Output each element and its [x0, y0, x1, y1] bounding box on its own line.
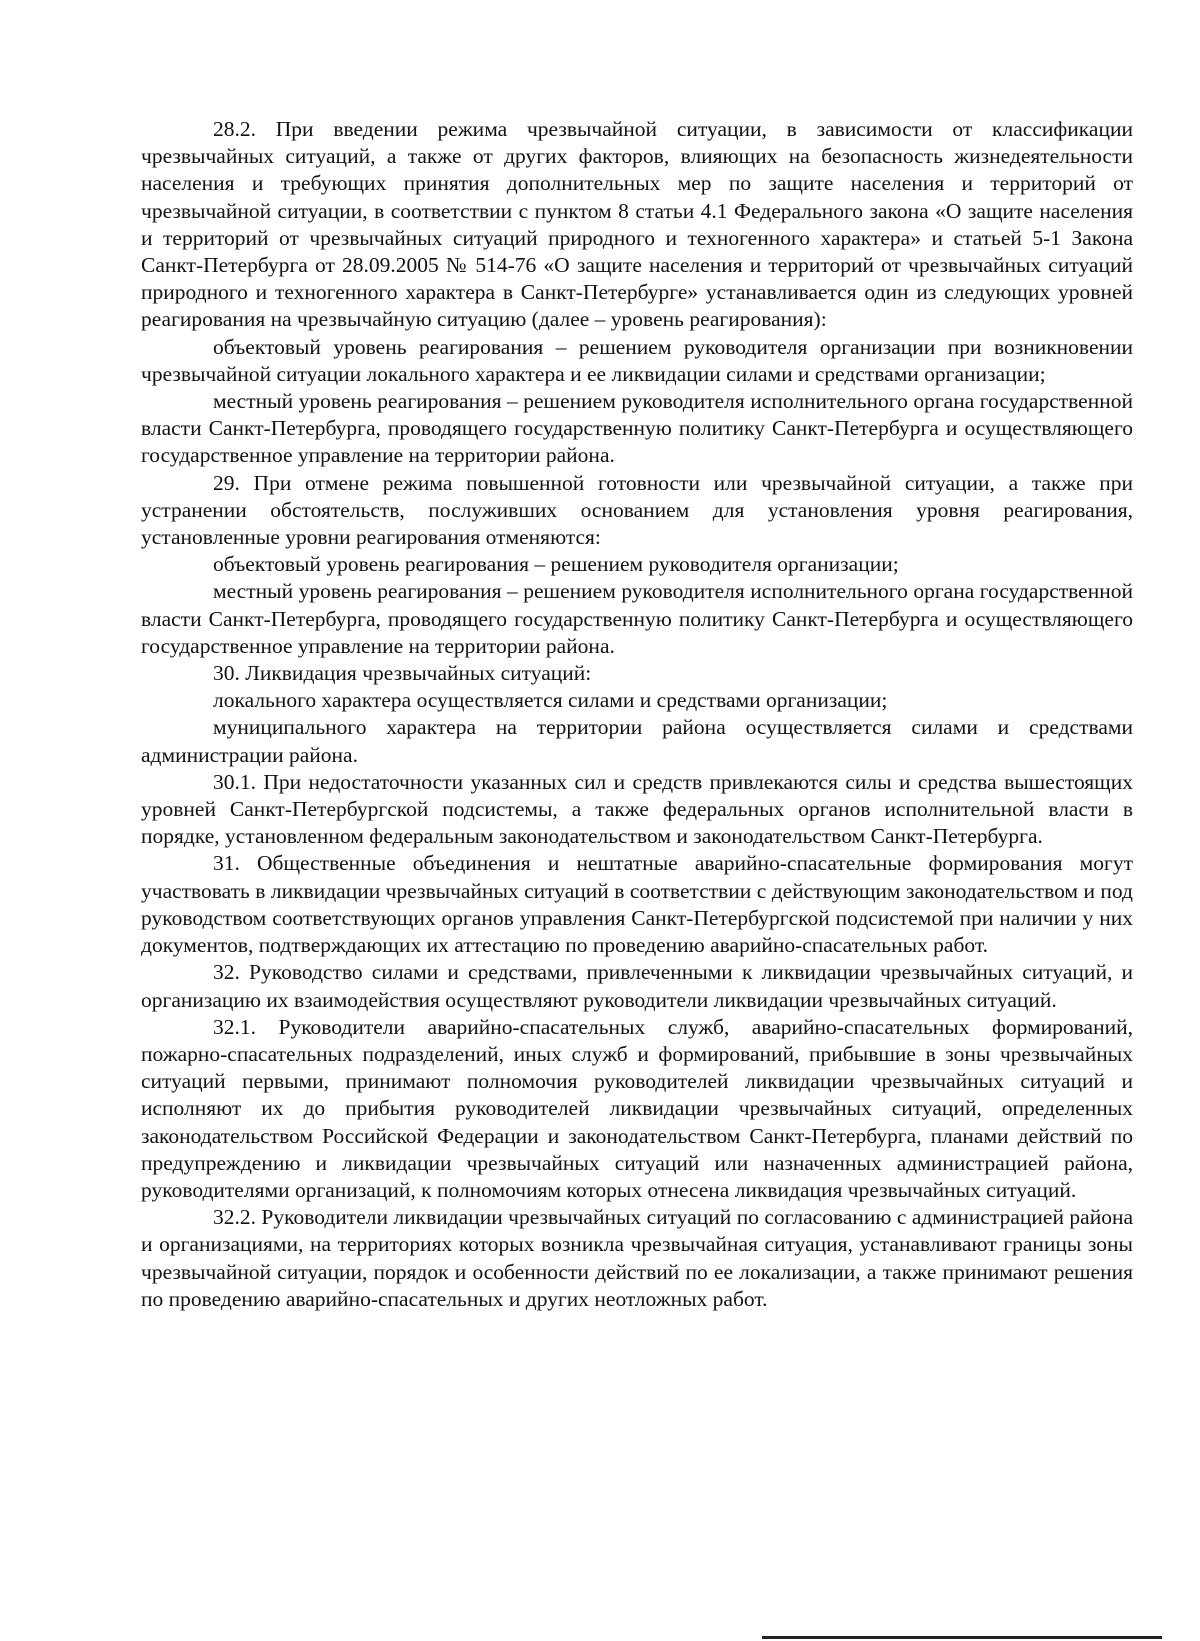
paragraph-28-2: 28.2. При введении режима чрезвычайной ситуации, в зависимости от классификации чрезвычайных ситуаций, а также от других факторов, влияющих на безопасность жизнедеятельности населения и требующих принятия дополнительных мер по защите населения и территорий от чрезвычайной ситуации, в соответствии с пунктом 8 статьи 4.1 Федерального закона «О защите населения и территорий от чрезвычайных ситуаций природного и техногенного характера» и статьей 5-1 Закона Санкт-Петербурга от 28.09.2005 № 514-76 «О защите населения и территорий от чрезвычайных ситуаций природного и техногенного характера в Санкт-Петербурге» устанавливается один из следующих уровней реагирования на чрезвычайную ситуацию (далее – уровень реагирования):: [141, 117, 1133, 332]
paragraph-32-1: 32.1. Руководители аварийно-спасательных служб, аварийно-спасательных формирований, пожарно-спасательных подразделений, иных служб и формирований, прибывшие в зоны чрезвычайных ситуаций первыми, принимают полномочия руководителей ликвидации чрезвычайных ситуаций и исполняют их до прибытия руководителей ликвидации чрезвычайных ситуаций, определенных законодательством Российской Федерации и законодательством Санкт-Петербурга, планами действий по предупреждению и ликвидации чрезвычайных ситуаций или назначенных администрацией района, руководителями организаций, к полномочиям которых отнесена ликвидация чрезвычайных ситуаций.: [141, 1014, 1133, 1202]
document-body: [141, 116, 1133, 1313]
paragraph-local-level-cancel: местный уровень реагирования – решением руководителя исполнительного органа государственной власти Санкт-Петербурга, проводящего государственную политику Санкт-Петербурга и осуществляющего государственное управление на территории района.: [141, 579, 1133, 658]
paragraph-object-level: объектовый уровень реагирования – решением руководителя организации при возникновении чрезвычайной ситуации локального характера и ее ликвидации силами и средствами организации;: [141, 334, 1133, 386]
paragraph-32-2: 32.2. Руководители ликвидации чрезвычайных ситуаций по согласованию с администрацией района и организациями, на территориях которых возникла чрезвычайная ситуация, устанавливают границы зоны чрезвычайной ситуации, порядок и особенности действий по ее локализации, а также принимают решения по проведению аварийно-спасательных и других неотложных работ.: [141, 1205, 1133, 1311]
paragraph-30-1: 30.1. При недостаточности указанных сил и средств привлекаются силы и средства вышестоящих уровней Санкт-Петербургской подсистемы, а также федеральных органов исполнительной власти в порядке, установленном федеральным законодательством и законодательством Санкт-Петербурга.: [141, 769, 1133, 849]
paragraph-local-character: локального характера осуществляется силами и средствами организации;: [213, 688, 888, 713]
footer-rule: [762, 1636, 1162, 1639]
paragraph-31: 31. Общественные объединения и нештатные аварийно-спасательные формирования могут участвовать в ликвидации чрезвычайных ситуаций в соответствии с действующим законодательством и под руководством соответствующих органов управления Санкт-Петербургской подсистемой при наличии у них документов, подтверждающих их аттестацию по проведению аварийно-спасательных работ.: [141, 851, 1133, 958]
paragraph-object-level-cancel: объектовый уровень реагирования – решением руководителя организации;: [213, 552, 899, 577]
paragraph-29: 29. При отмене режима повышенной готовности или чрезвычайной ситуации, а также при устранении обстоятельств, послуживших основанием для установления уровня реагирования, установленные уровни реагирования отменяются:: [141, 470, 1133, 550]
paragraph-32: 32. Руководство силами и средствами, привлеченными к ликвидации чрезвычайных ситуаций, и организацию их взаимодействия осуществляют руководители ликвидации чрезвычайных ситуаций.: [141, 960, 1133, 1012]
paragraph-30: 30. Ликвидация чрезвычайных ситуаций:: [213, 661, 592, 686]
paragraph-local-level: местный уровень реагирования – решением руководителя исполнительного органа государственной власти Санкт-Петербурга, проводящего государственную политику Санкт-Петербурга и осуществляющего государственное управление на территории района.: [141, 389, 1133, 468]
paragraph-municipal-character: муниципального характера на территории района осуществляется силами и средствами администрации района.: [141, 715, 1133, 767]
